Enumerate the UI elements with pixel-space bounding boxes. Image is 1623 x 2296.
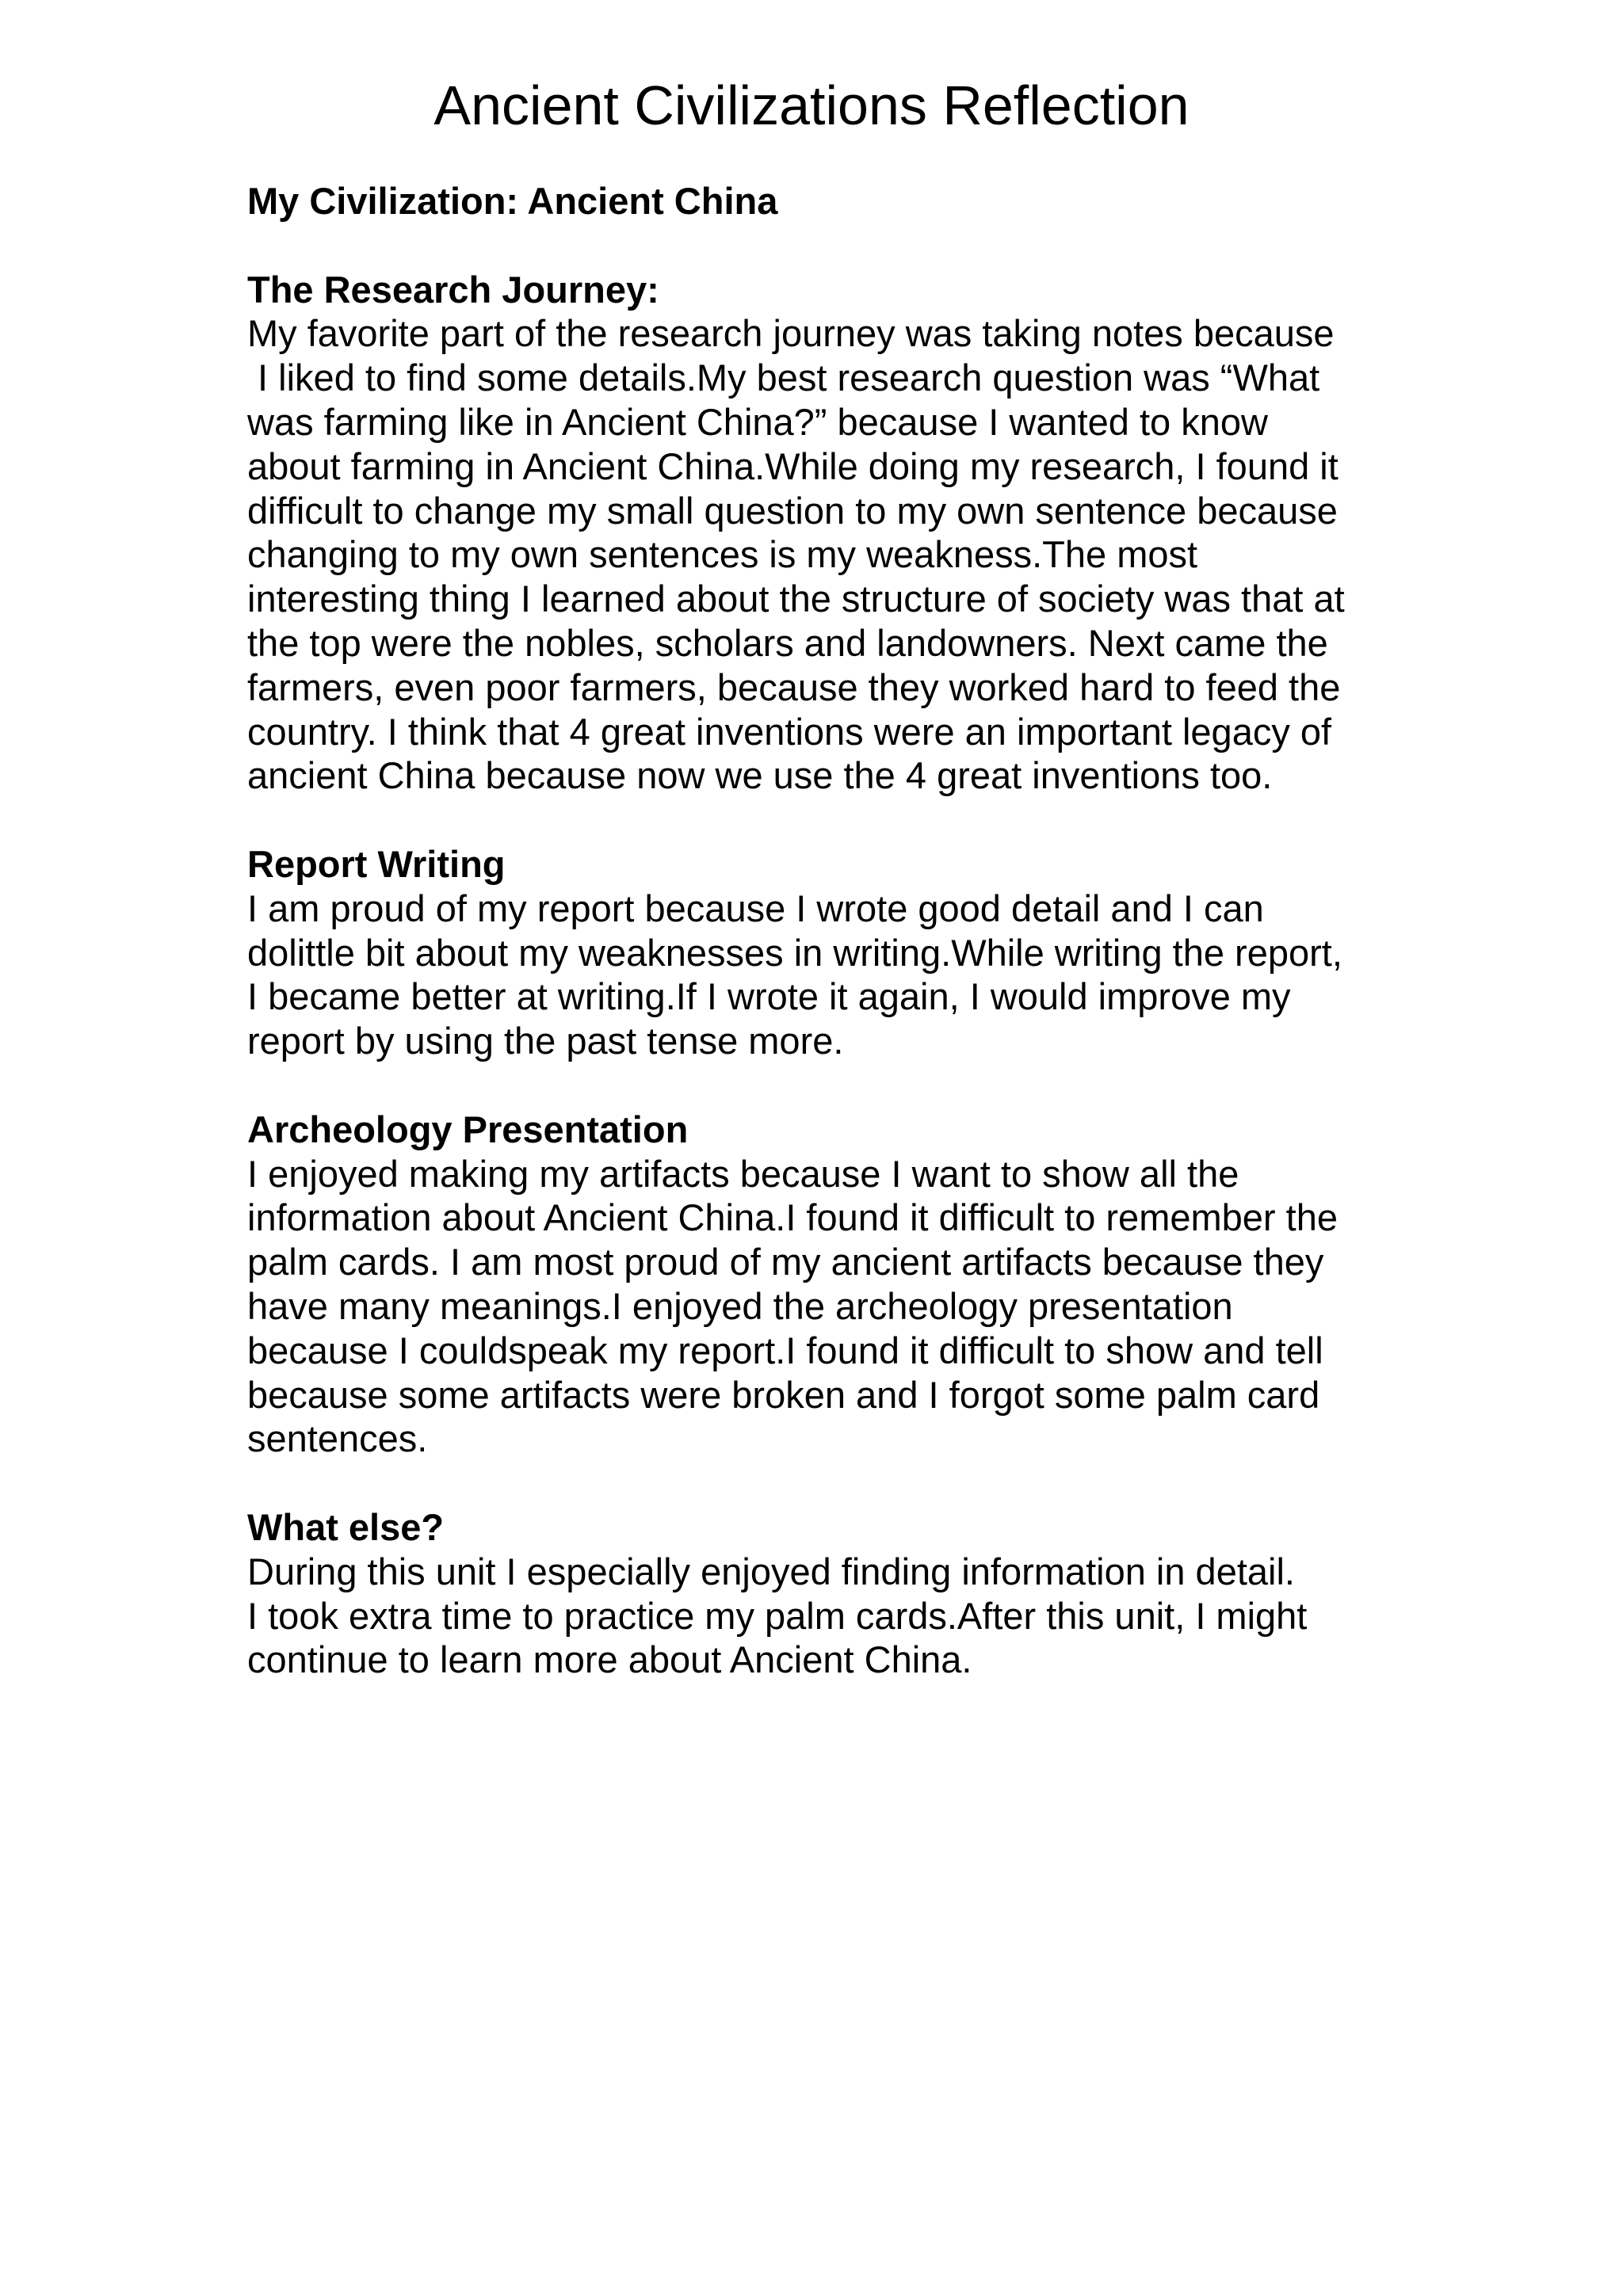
paragraph-line: difficult to change my small question to my own sentence because	[247, 489, 1338, 532]
section-research-journey	[247, 268, 1436, 799]
paragraph-line: about farming in Ancient China.While doing my research, I found it	[247, 444, 1338, 487]
paragraph-line: information about Ancient China.I found it difficult to remember the	[247, 1196, 1338, 1239]
paragraph-line: report by using the past tense more.	[247, 1020, 844, 1062]
paragraph-line: interesting thing I learned about the structure of society was that at	[247, 578, 1345, 620]
section-heading: What else?	[247, 1505, 445, 1548]
paragraph-line: sentences.	[247, 1417, 428, 1460]
paragraph-line: because some artifacts were broken and I forgot some palm card	[247, 1373, 1320, 1416]
paragraph-line: farmers, even poor farmers, because they worked hard to feed the	[247, 666, 1341, 708]
section-report-writing	[247, 842, 1436, 1063]
paragraph-line: I enjoyed making my artifacts because I want to show all the	[247, 1152, 1239, 1195]
paragraph-line: I liked to find some details.My best research question was “What	[247, 357, 1320, 399]
paragraph-line: have many meanings.I enjoyed the archeology presentation	[247, 1284, 1233, 1327]
paragraph-line: My favorite part of the research journey was taking notes because	[247, 312, 1335, 355]
paragraph-line: I became better at writing.If I wrote it again, I would improve my	[247, 975, 1291, 1018]
paragraph-line: dolittle bit about my weaknesses in writing.While writing the report,	[247, 931, 1342, 974]
paragraph-line: ancient China because now we use the 4 great inventions too.	[247, 754, 1273, 797]
paragraph-line: During this unit I especially enjoyed finding information in detail.	[247, 1550, 1295, 1592]
paragraph-line: I am proud of my report because I wrote good detail and I can	[247, 887, 1264, 929]
paragraph-line: palm cards. I am most proud of my ancient artifacts because they	[247, 1241, 1324, 1283]
paragraph-line: I took extra time to practice my palm cards.After this unit, I might	[247, 1594, 1308, 1637]
paragraph-line: because I couldspeak my report.I found it difficult to show and tell	[247, 1329, 1323, 1371]
paragraph-line: changing to my own sentences is my weakness.The most	[247, 533, 1198, 576]
section-heading: Archeology Presentation	[247, 1108, 689, 1150]
section-what-else	[247, 1505, 1436, 1682]
civilization-heading: My Civilization: Ancient China	[247, 180, 778, 222]
section-archeology-presentation	[247, 1108, 1436, 1461]
paragraph-line: was farming like in Ancient China?” because I wanted to know	[247, 400, 1268, 443]
section-heading: Report Writing	[247, 842, 506, 885]
document-title: Ancient Civilizations Reflection	[433, 74, 1190, 136]
document-body	[247, 179, 1436, 1726]
paragraph-line: the top were the nobles, scholars and landowners. Next came the	[247, 621, 1328, 664]
section-heading: The Research Journey:	[247, 268, 659, 311]
paragraph-line: continue to learn more about Ancient China.	[247, 1638, 972, 1681]
paragraph-line: country. I think that 4 great inventions were an important legacy of	[247, 710, 1332, 753]
